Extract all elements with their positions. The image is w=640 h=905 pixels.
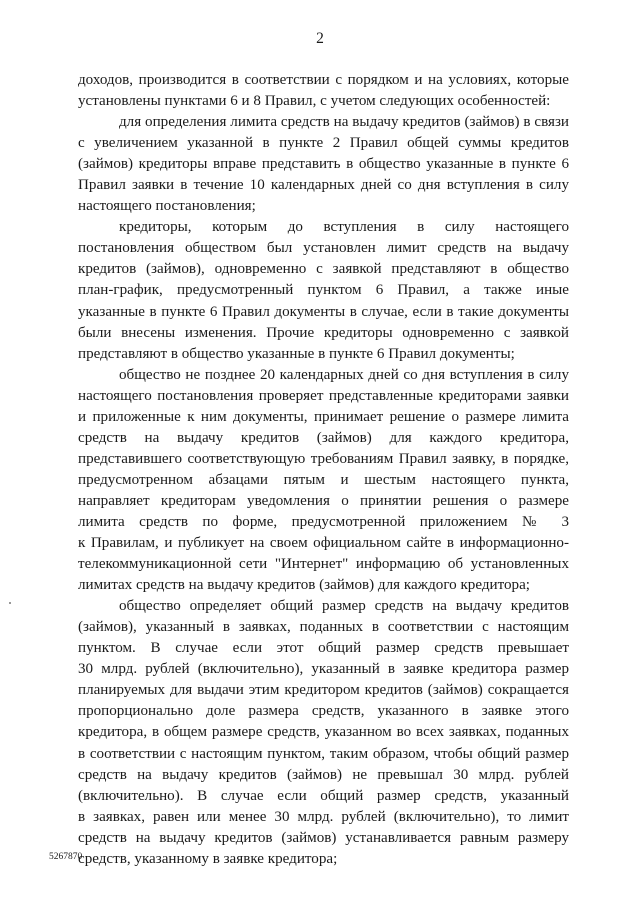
text-line: к Правилам, и публикует на своем официальном сайте в информационно- [78, 535, 569, 552]
text-line: установлены пунктами 6 и 8 Правил, с учетом следующих особенностей: [78, 93, 551, 110]
text-line: средств на выдачу кредитов (займов) не превышал 30 млрд. рублей [78, 766, 569, 783]
document-body [78, 70, 569, 870]
text-line: с увеличением указанной в пункте 2 Правил общей суммы кредитов [78, 135, 569, 152]
text-line: пунктом. В случае если этот общий размер средств превышает [78, 640, 569, 657]
text-line: представляют в общество указанные в пункте 6 Правил документы; [78, 345, 515, 362]
paragraph-4 [78, 365, 569, 597]
paragraph-2 [78, 112, 569, 217]
text-line: средств, указанному в заявке кредитора; [78, 850, 338, 867]
text-line: (займов), указанный в заявках, поданных в соответствии с настоящим [78, 619, 569, 636]
text-line: предусмотренном абзацами пятым и шестым настоящего пункта, [78, 471, 569, 488]
text-line: доходов, производится в соответствии с порядком и на условиях, которые [78, 72, 569, 88]
text-line: в заявках, равен или менее 30 млрд. рублей (включительно), то лимит [78, 808, 569, 825]
text-line: лимита средств по форме, предусмотренной приложением № 3 [78, 513, 569, 530]
text-line: для определения лимита средств на выдачу кредитов (займов) в связи [119, 114, 569, 131]
text-line: лимитах средств на выдачу кредитов (займов) для каждого кредитора; [78, 577, 530, 594]
text-line: настоящего постановления; [78, 198, 256, 215]
text-line: настоящего постановления проверяет представленные кредиторами заявки [78, 387, 569, 404]
text-line: указанные в пункте 6 Правил документы в случае, если в такие документы [78, 303, 569, 320]
paragraph-3 [78, 217, 569, 364]
text-line: общество определяет общий размер средств на выдачу кредитов [119, 598, 569, 615]
text-line: общество не позднее 20 календарных дней со дня вступления в силу [119, 366, 569, 383]
text-line: Правил заявки в течение 10 календарных дней со дня вступления в силу [78, 177, 569, 194]
text-line: планируемых для выдачи этим кредитором кредитов (займов) сокращается [78, 682, 569, 699]
text-line: (займов) кредиторы вправе представить в общество указанные в пункте 6 [78, 156, 569, 173]
text-line: пропорционально доле размера средств, указанного в заявке этого [78, 703, 569, 720]
text-line: (включительно). В случае если общий размер средств, указанный [78, 787, 569, 804]
text-line: телекоммуникационной сети "Интернет" информацию об установленных [78, 556, 569, 573]
text-line: план-график, предусмотренный пунктом 6 Правил, а также иные [78, 282, 569, 299]
text-line: направляет кредиторам уведомления о принятии решения о размере [78, 492, 569, 509]
text-line: постановления обществом был установлен лимит средств на выдачу [78, 240, 569, 257]
scan-speck [9, 602, 11, 604]
text-line: средств на выдачу кредитов (займов) для каждого кредитора, [78, 429, 569, 446]
text-line: 30 млрд. рублей (включительно), указанный в заявке кредитора размер [78, 661, 569, 678]
text-line: средств на выдачу кредитов (займов) устанавливается равным размеру [78, 829, 569, 846]
document-id: 5267870 [49, 852, 83, 862]
paragraph-5 [78, 596, 569, 870]
paragraph-1 [78, 70, 569, 112]
text-line: кредитов (займов), одновременно с заявкой представляют в общество [78, 261, 569, 278]
page-number: 2 [316, 30, 324, 47]
text-line: были внесены изменения. Прочие кредиторы одновременно с заявкой [78, 324, 569, 341]
text-line: кредиторы, которым до вступления в силу настоящего [119, 219, 569, 236]
text-line: в соответствии с настоящим пунктом, таким образом, чтобы общий размер [78, 745, 569, 762]
text-line: и приложенные к ним документы, принимает решение о размере лимита [78, 408, 569, 425]
text-line: представившего соответствующую требованиям Правил заявку, в порядке, [78, 450, 569, 467]
text-line: кредитора, в общем размере средств, указанном во всех заявках, поданных [78, 724, 569, 741]
